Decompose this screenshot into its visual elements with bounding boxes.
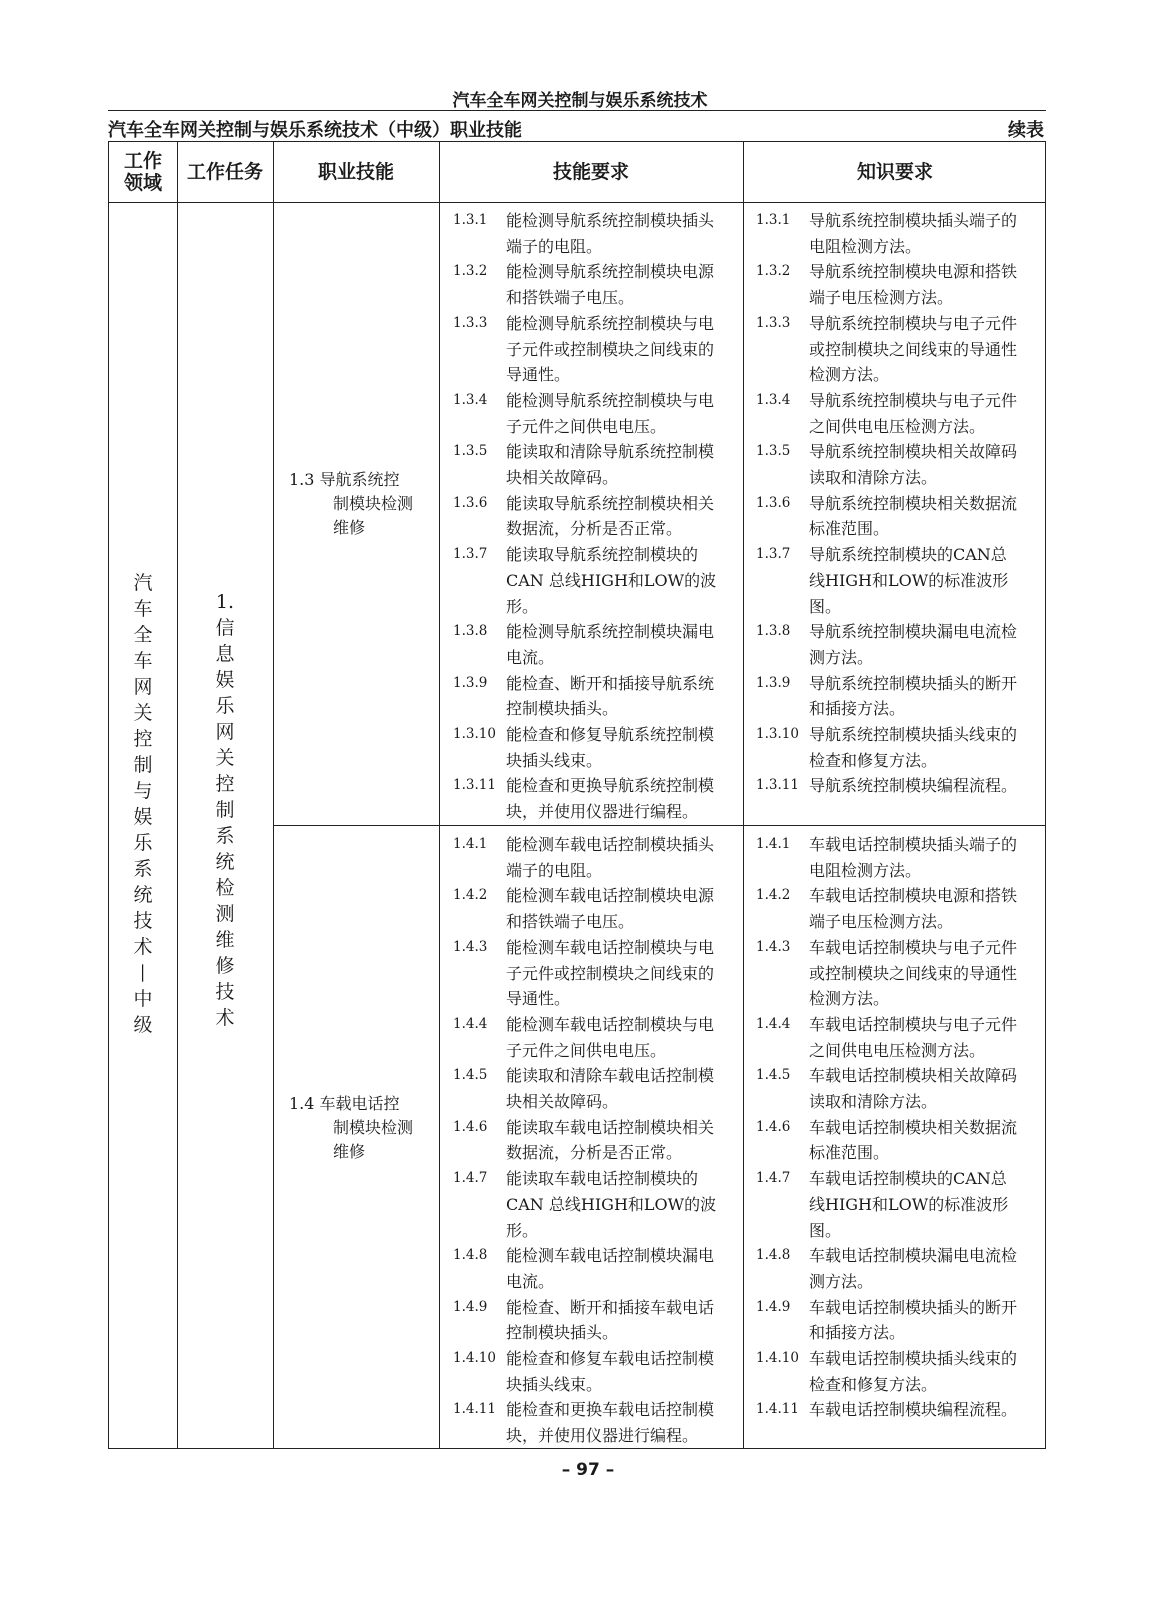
skills-table xyxy=(108,141,1046,1449)
skill-requirement-number: 1.4.5 xyxy=(453,1067,488,1084)
work-task-char: 控 xyxy=(215,773,235,795)
skill-requirement-text: 能读取车载电话控制模块的 CAN 总线HIGH和LOW的波 形。 xyxy=(506,1169,717,1240)
knowledge-requirement-number: 1.3.2 xyxy=(756,263,791,280)
skill-label-1-3: 1.3 导航系统控 制模块检测 维修 xyxy=(289,470,414,537)
work-domain-char: 级 xyxy=(133,1014,153,1036)
skill-requirement-text: 能检查、断开和插接导航系统 控制模块插头。 xyxy=(506,673,715,719)
skill-requirement-number: 1.3.10 xyxy=(453,726,496,743)
knowledge-requirement-number: 1.4.1 xyxy=(756,836,791,852)
skill-requirement-number: 1.4.7 xyxy=(453,1170,488,1187)
work-task-char: 术 xyxy=(215,1007,235,1029)
header-work-domain: 工作领域 xyxy=(123,150,162,194)
skill-requirements-list-1-3 xyxy=(453,208,737,825)
table-caption xyxy=(108,116,1046,142)
work-domain-char: 统 xyxy=(133,884,153,906)
skill-requirement-item xyxy=(453,773,737,824)
skill-requirement-text: 能检测导航系统控制模块与电 子元件之间供电电压。 xyxy=(506,390,715,436)
knowledge-requirement-number: 1.4.10 xyxy=(756,1350,799,1367)
section-divider xyxy=(273,825,1045,826)
knowledge-requirement-text: 导航系统控制模块漏电电流检 测方法。 xyxy=(809,622,1018,667)
work-task-cell xyxy=(177,589,273,1031)
work-task-char: 关 xyxy=(215,747,235,769)
skill-requirement-number: 1.4.8 xyxy=(453,1247,488,1264)
knowledge-requirement-item xyxy=(756,259,1042,310)
knowledge-requirement-text: 导航系统控制模块插头端子的 电阻检测方法。 xyxy=(809,211,1018,256)
knowledge-requirement-text: 导航系统控制模块编程流程。 xyxy=(809,776,1018,796)
skill-requirement-text: 能检测车载电话控制模块与电 子元件之间供电电压。 xyxy=(506,1014,715,1060)
skill-requirement-number: 1.3.8 xyxy=(453,623,488,640)
skill-requirement-text: 能检测导航系统控制模块漏电 电流。 xyxy=(506,622,715,667)
knowledge-requirement-item xyxy=(756,208,1042,259)
continued-label: 续表 xyxy=(1008,120,1044,141)
skill-requirement-item xyxy=(453,542,737,619)
work-task-char: 系 xyxy=(215,825,235,847)
skill-requirement-item xyxy=(453,722,737,773)
knowledge-requirement-text: 车载电话控制模块插头线束的 检查和修复方法。 xyxy=(809,1349,1018,1394)
skill-requirement-item xyxy=(453,883,737,934)
knowledge-requirement-item xyxy=(756,1012,1042,1063)
knowledge-requirement-item xyxy=(756,722,1042,773)
skill-requirement-item xyxy=(453,439,737,490)
skill-requirement-number: 1.4.6 xyxy=(453,1118,488,1135)
knowledge-requirement-item xyxy=(756,1063,1042,1114)
knowledge-requirement-number: 1.4.3 xyxy=(756,938,791,955)
knowledge-requirement-number: 1.3.4 xyxy=(756,391,791,408)
knowledge-requirement-text: 导航系统控制模块相关故障码 读取和清除方法。 xyxy=(809,442,1018,488)
knowledge-requirement-number: 1.4.11 xyxy=(756,1401,799,1418)
work-task-char: 技 xyxy=(215,981,235,1003)
skill-requirement-text: 能检查和修复车载电话控制模 块插头线束。 xyxy=(506,1349,715,1394)
knowledge-requirement-text: 车载电话控制模块电源和搭铁 端子电压检测方法。 xyxy=(809,886,1018,932)
column-divider xyxy=(273,142,274,1448)
skill-requirement-text: 能读取和清除车载电话控制模 块相关故障码。 xyxy=(506,1066,715,1112)
skill-requirement-text: 能读取和清除导航系统控制模 块相关故障码。 xyxy=(506,442,715,488)
skill-requirements-list-1-4 xyxy=(453,832,737,1449)
header-rule xyxy=(108,110,1046,111)
work-domain-char: 控 xyxy=(133,728,153,750)
work-domain-char: 制 xyxy=(133,754,153,776)
knowledge-requirement-text: 车载电话控制模块漏电电流检 测方法。 xyxy=(809,1246,1018,1291)
work-task-char: 信 xyxy=(215,617,235,639)
knowledge-requirement-item xyxy=(756,773,1042,799)
knowledge-requirement-text: 导航系统控制模块与电子元件 或控制模块之间线束的导通性 检测方法。 xyxy=(809,313,1018,385)
skill-requirement-text: 能检测车载电话控制模块漏电 电流。 xyxy=(506,1246,715,1291)
skill-requirement-text: 能读取导航系统控制模块的 CAN 总线HIGH和LOW的波 形。 xyxy=(506,545,717,616)
skill-requirement-text: 能读取导航系统控制模块相关 数据流，分析是否正常。 xyxy=(506,493,715,539)
work-domain-char: 关 xyxy=(133,702,153,724)
knowledge-requirements-list-1-3 xyxy=(756,208,1042,799)
knowledge-requirement-text: 导航系统控制模块的CAN总 线HIGH和LOW的标准波形 图。 xyxy=(809,545,1009,616)
skill-requirement-number: 1.3.6 xyxy=(453,494,488,511)
skill-requirement-text: 能检查和更换车载电话控制模 块，并使用仪器进行编程。 xyxy=(506,1400,715,1446)
knowledge-requirement-number: 1.3.1 xyxy=(756,212,791,228)
knowledge-requirement-item xyxy=(756,832,1042,883)
knowledge-requirement-text: 车载电话控制模块相关数据流 标准范围。 xyxy=(809,1117,1018,1163)
work-domain-char: 全 xyxy=(133,624,153,646)
work-domain-char: 车 xyxy=(133,598,153,620)
work-task-char: 娱 xyxy=(215,669,235,691)
knowledge-requirement-text: 车载电话控制模块插头的断开 和插接方法。 xyxy=(809,1297,1018,1343)
skill-requirement-number: 1.4.11 xyxy=(453,1401,496,1418)
skill-requirement-text: 能检查、断开和插接车载电话 控制模块插头。 xyxy=(506,1297,715,1343)
knowledge-requirement-item xyxy=(756,935,1042,1012)
header-skill-requirements: 技能要求 xyxy=(552,161,629,183)
skill-requirement-number: 1.4.2 xyxy=(453,887,488,904)
skill-requirement-item xyxy=(453,1346,737,1397)
knowledge-requirement-number: 1.3.6 xyxy=(756,494,791,511)
skill-requirement-text: 能检测车载电话控制模块与电 子元件或控制模块之间线束的 导通性。 xyxy=(506,937,715,1009)
knowledge-requirements-list-1-4 xyxy=(756,832,1042,1423)
skill-requirement-text: 能检查和更换导航系统控制模 块，并使用仪器进行编程。 xyxy=(506,776,715,822)
knowledge-requirement-item xyxy=(756,542,1042,619)
table-title: 汽车全车网关控制与娱乐系统技术（中级）职业技能 xyxy=(108,120,522,141)
column-divider xyxy=(743,142,744,1448)
skill-requirement-text: 能检查和修复导航系统控制模 块插头线束。 xyxy=(506,725,715,770)
knowledge-requirement-number: 1.4.6 xyxy=(756,1118,791,1135)
running-header: 汽车全车网关控制与娱乐系统技术 xyxy=(452,91,708,111)
knowledge-requirement-number: 1.3.8 xyxy=(756,623,791,640)
skill-requirement-number: 1.3.1 xyxy=(453,212,488,228)
knowledge-requirement-item xyxy=(756,1397,1042,1423)
knowledge-requirement-item xyxy=(756,1295,1042,1346)
skill-requirement-item xyxy=(453,1243,737,1294)
skill-requirement-number: 1.4.9 xyxy=(453,1298,488,1315)
work-domain-char: 网 xyxy=(133,676,153,698)
knowledge-requirement-item xyxy=(756,1346,1042,1397)
work-task-char: 乐 xyxy=(215,695,235,717)
skill-requirement-number: 1.4.1 xyxy=(453,836,488,852)
work-task-char: 检 xyxy=(215,877,235,899)
work-task-char: 网 xyxy=(215,721,235,743)
work-task-char: 修 xyxy=(215,955,235,977)
knowledge-requirement-text: 导航系统控制模块插头的断开 和插接方法。 xyxy=(809,673,1018,719)
work-domain-cell xyxy=(109,570,177,1038)
skill-requirement-item xyxy=(453,1063,737,1114)
knowledge-requirement-number: 1.3.3 xyxy=(756,314,791,331)
skill-requirement-item xyxy=(453,491,737,542)
header-work-task: 工作任务 xyxy=(186,161,263,183)
work-domain-char: 术 xyxy=(133,936,153,958)
work-domain-char: 乐 xyxy=(133,832,153,854)
work-domain-char: 汽 xyxy=(133,572,153,594)
knowledge-requirement-item xyxy=(756,491,1042,542)
skill-requirement-number: 1.3.4 xyxy=(453,391,488,408)
skill-requirement-text: 能检测车载电话控制模块电源 和搭铁端子电压。 xyxy=(506,886,715,932)
skill-requirement-item xyxy=(453,1397,737,1448)
knowledge-requirement-number: 1.3.10 xyxy=(756,726,799,743)
knowledge-requirement-text: 车载电话控制模块与电子元件 或控制模块之间线束的导通性 检测方法。 xyxy=(809,937,1018,1009)
knowledge-requirement-number: 1.3.11 xyxy=(756,777,799,794)
knowledge-requirement-item xyxy=(756,619,1042,670)
knowledge-requirement-number: 1.4.5 xyxy=(756,1067,791,1084)
skill-requirement-number: 1.3.5 xyxy=(453,443,488,460)
work-domain-char: 系 xyxy=(133,858,153,880)
knowledge-requirement-number: 1.4.7 xyxy=(756,1170,791,1187)
column-divider xyxy=(439,142,440,1448)
skill-requirement-item xyxy=(453,1295,737,1346)
knowledge-requirement-item xyxy=(756,388,1042,439)
work-domain-char: 技 xyxy=(133,910,153,932)
skill-requirement-number: 1.4.4 xyxy=(453,1015,488,1032)
skill-requirement-number: 1.4.3 xyxy=(453,938,488,955)
header-vocational-skill: 职业技能 xyxy=(317,161,394,183)
skill-requirement-number: 1.3.3 xyxy=(453,314,488,331)
work-domain-char: — xyxy=(132,963,154,983)
skill-requirement-number: 1.3.9 xyxy=(453,674,488,691)
work-task-char: 制 xyxy=(215,799,235,821)
skill-requirement-item xyxy=(453,311,737,388)
knowledge-requirement-number: 1.4.2 xyxy=(756,887,791,904)
knowledge-requirement-text: 导航系统控制模块相关数据流 标准范围。 xyxy=(809,493,1018,539)
page-number: – 97 – xyxy=(561,1460,615,1480)
skill-requirement-text: 能检测导航系统控制模块插头 端子的电阻。 xyxy=(506,211,715,256)
knowledge-requirement-text: 导航系统控制模块插头线束的 检查和修复方法。 xyxy=(809,725,1018,770)
work-domain-char: 中 xyxy=(133,988,153,1010)
knowledge-requirement-number: 1.4.4 xyxy=(756,1015,791,1032)
skill-requirement-item xyxy=(453,1166,737,1243)
knowledge-requirement-item xyxy=(756,311,1042,388)
skill-label-1-4: 1.4 车载电话控 制模块检测 维修 xyxy=(289,1094,414,1161)
skill-requirement-item xyxy=(453,619,737,670)
knowledge-requirement-text: 车载电话控制模块相关故障码 读取和清除方法。 xyxy=(809,1066,1018,1112)
work-task-char: 统 xyxy=(215,851,235,873)
work-domain-char: 与 xyxy=(133,780,153,802)
work-task-char: 维 xyxy=(215,929,235,951)
skill-requirement-number: 1.3.7 xyxy=(453,546,488,563)
skill-requirement-item xyxy=(453,935,737,1012)
skill-requirement-item xyxy=(453,1012,737,1063)
work-domain-char: 车 xyxy=(133,650,153,672)
knowledge-requirement-text: 车载电话控制模块与电子元件 之间供电电压检测方法。 xyxy=(809,1014,1018,1060)
knowledge-requirement-item xyxy=(756,439,1042,490)
skill-requirement-item xyxy=(453,671,737,722)
knowledge-requirement-number: 1.3.9 xyxy=(756,674,791,691)
skill-requirement-number: 1.3.11 xyxy=(453,777,496,794)
knowledge-requirement-text: 导航系统控制模块与电子元件 之间供电电压检测方法。 xyxy=(809,390,1018,436)
skill-requirement-item xyxy=(453,832,737,883)
knowledge-requirement-text: 车载电话控制模块编程流程。 xyxy=(809,1400,1018,1420)
work-task-char: 息 xyxy=(215,643,235,665)
work-domain-char: 娱 xyxy=(133,806,153,828)
skill-requirement-item xyxy=(453,259,737,310)
knowledge-requirement-text: 导航系统控制模块电源和搭铁 端子电压检测方法。 xyxy=(809,262,1018,308)
skill-requirement-item xyxy=(453,388,737,439)
knowledge-requirement-item xyxy=(756,1243,1042,1294)
knowledge-requirement-item xyxy=(756,1115,1042,1166)
skill-requirement-text: 能检测导航系统控制模块电源 和搭铁端子电压。 xyxy=(506,262,715,308)
skill-requirement-text: 能检测车载电话控制模块插头 端子的电阻。 xyxy=(506,835,715,880)
knowledge-requirement-item xyxy=(756,1166,1042,1243)
knowledge-requirement-number: 1.3.7 xyxy=(756,546,791,563)
header-knowledge-requirements: 知识要求 xyxy=(856,161,933,183)
work-task-char: 测 xyxy=(215,903,235,925)
skill-requirement-item xyxy=(453,1115,737,1166)
knowledge-requirement-number: 1.4.8 xyxy=(756,1247,791,1264)
header-row-divider xyxy=(109,202,1045,203)
knowledge-requirement-item xyxy=(756,883,1042,934)
skill-requirement-text: 能检测导航系统控制模块与电 子元件或控制模块之间线束的 导通性。 xyxy=(506,313,715,385)
knowledge-requirement-item xyxy=(756,671,1042,722)
knowledge-requirement-text: 车载电话控制模块的CAN总 线HIGH和LOW的标准波形 图。 xyxy=(809,1169,1009,1240)
skill-requirement-number: 1.3.2 xyxy=(453,263,488,280)
knowledge-requirement-text: 车载电话控制模块插头端子的 电阻检测方法。 xyxy=(809,835,1018,880)
skill-requirement-text: 能读取车载电话控制模块相关 数据流，分析是否正常。 xyxy=(506,1117,715,1163)
skill-requirement-item xyxy=(453,208,737,259)
knowledge-requirement-number: 1.4.9 xyxy=(756,1298,791,1315)
knowledge-requirement-number: 1.3.5 xyxy=(756,443,791,460)
skill-requirement-number: 1.4.10 xyxy=(453,1350,496,1367)
work-task-char: 1. xyxy=(215,591,235,613)
